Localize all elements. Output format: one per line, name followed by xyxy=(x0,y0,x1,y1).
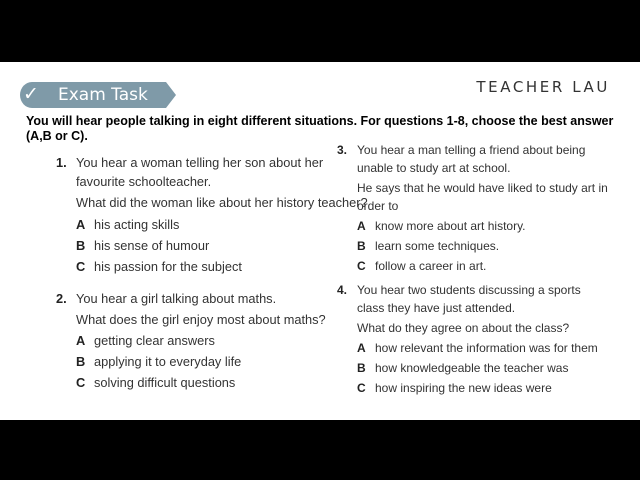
option-text: learn some techniques. xyxy=(375,239,500,253)
question-prompt: What does the girl enjoy most about maths? xyxy=(76,312,326,327)
option-a[interactable] xyxy=(357,218,608,235)
option-b[interactable] xyxy=(357,360,598,377)
option-key: B xyxy=(76,354,86,369)
question-text: You hear two students discussing a sports xyxy=(357,283,581,297)
option-b[interactable] xyxy=(357,238,608,255)
option-c[interactable] xyxy=(357,380,598,397)
option-c[interactable] xyxy=(357,258,608,275)
badge-title: Exam Task xyxy=(58,85,148,105)
option-text: follow a career in art. xyxy=(375,259,487,273)
option-text: how relevant the information was for them xyxy=(375,341,598,355)
option-b[interactable] xyxy=(76,353,326,370)
option-key: C xyxy=(357,381,366,395)
option-key: B xyxy=(357,361,366,375)
option-text: solving difficult questions xyxy=(94,375,236,390)
option-key: C xyxy=(357,259,366,273)
slide xyxy=(0,62,640,420)
question-text: You hear a woman telling her son about her xyxy=(76,155,324,170)
option-text: getting clear answers xyxy=(94,333,215,348)
option-a[interactable] xyxy=(357,340,598,357)
option-key: B xyxy=(76,238,86,253)
option-text: applying it to everyday life xyxy=(94,354,242,369)
question-text: favourite schoolteacher. xyxy=(76,174,212,189)
question-number: 2. xyxy=(56,291,67,306)
option-key: C xyxy=(76,259,86,274)
option-b[interactable] xyxy=(76,237,368,254)
option-key: C xyxy=(76,375,86,390)
option-key: A xyxy=(76,217,86,232)
question-number: 3. xyxy=(337,143,348,157)
option-key: A xyxy=(357,219,366,233)
question-prompt: He says that he would have liked to study art in xyxy=(357,181,608,195)
option-key: B xyxy=(357,239,366,253)
option-key: A xyxy=(76,333,86,348)
checkmark-icon: ✓ xyxy=(23,84,39,105)
exam-task-badge xyxy=(20,82,176,108)
option-text: how knowledgeable the teacher was xyxy=(375,361,569,375)
option-text: how inspiring the new ideas were xyxy=(375,381,552,395)
instructions: You will hear people talking in eight different situations. For questions 1-8, choose the best answer (A,B or C). xyxy=(26,114,614,143)
question-text: You hear a man telling a friend about being xyxy=(357,143,586,157)
question-text: class they have just attended. xyxy=(357,301,516,315)
option-c[interactable] xyxy=(76,374,326,391)
option-text: his passion for the subject xyxy=(94,259,242,274)
question-prompt: What did the woman like about her history teacher? xyxy=(76,195,368,210)
question-prompt: What do they agree on about the class? xyxy=(357,321,570,335)
option-a[interactable] xyxy=(76,332,326,349)
question-prompt: order to xyxy=(357,199,399,213)
option-c[interactable] xyxy=(76,258,368,275)
question-number: 1. xyxy=(56,155,67,170)
question-text: unable to study art at school. xyxy=(357,161,511,175)
option-key: A xyxy=(357,341,366,355)
option-a[interactable] xyxy=(76,216,368,233)
option-text: his sense of humour xyxy=(94,238,210,253)
option-text: know more about art history. xyxy=(375,219,526,233)
question-number: 4. xyxy=(337,283,348,297)
brand-logo-text: TEACHER LAU xyxy=(476,78,610,96)
question-text: You hear a girl talking about maths. xyxy=(76,291,277,306)
option-text: his acting skills xyxy=(94,217,180,232)
